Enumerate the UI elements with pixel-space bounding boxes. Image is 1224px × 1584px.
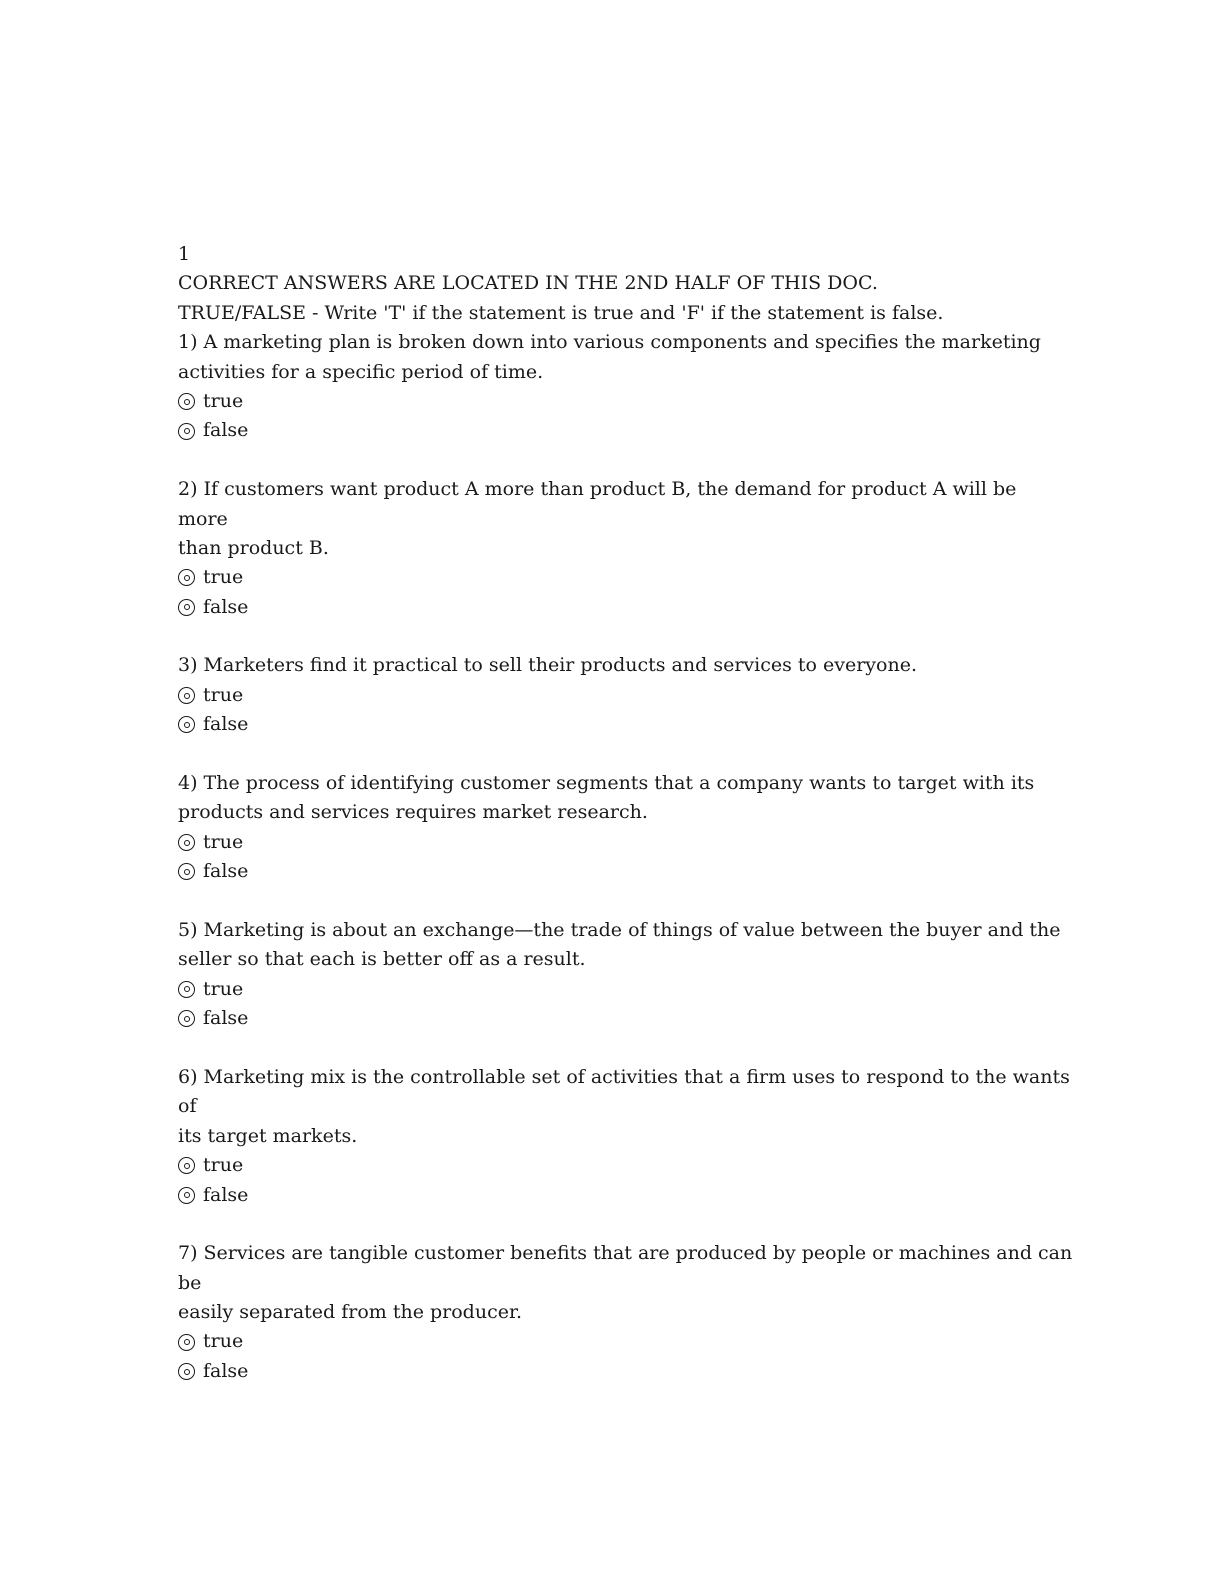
question-text-line: products and services requires market research. — [178, 801, 648, 824]
question-5 — [178, 916, 1061, 1034]
question-text-line: easily separated from the producer. — [178, 1301, 522, 1324]
question-text-line: 5) Marketing is about an exchange—the trade of things of value between the buyer and the — [178, 918, 1061, 941]
option-label: false — [203, 419, 249, 442]
instructions: TRUE/FALSE - Write 'T' if the statement is true and 'F' if the statement is false. — [178, 301, 944, 324]
answer-option[interactable] — [178, 1004, 1048, 1033]
question-text-line: than product B. — [178, 536, 329, 559]
radio-button-icon[interactable] — [178, 1363, 195, 1380]
radio-button-icon[interactable] — [178, 981, 195, 998]
radio-button-icon[interactable] — [178, 863, 195, 880]
option-label: true — [203, 1330, 244, 1353]
answer-option[interactable] — [178, 1181, 1048, 1210]
question-text-line: 2) If customers want product A more than product B, the demand for product A will be — [178, 478, 1017, 501]
answer-option[interactable] — [178, 857, 1048, 886]
question-text-line: be — [178, 1271, 202, 1294]
answer-option[interactable] — [178, 1327, 1048, 1356]
option-label: true — [203, 1154, 244, 1177]
option-label: true — [203, 683, 244, 706]
radio-button-icon[interactable] — [178, 599, 195, 616]
radio-button-icon[interactable] — [178, 1334, 195, 1351]
answers-notice: CORRECT ANSWERS ARE LOCATED IN THE 2ND HALF OF THIS DOC. — [178, 272, 878, 295]
radio-button-icon[interactable] — [178, 834, 195, 851]
option-label: true — [203, 389, 244, 412]
page-number: 1 — [178, 243, 191, 265]
option-label: false — [203, 860, 249, 883]
question-text-line: more — [178, 507, 228, 530]
answer-option[interactable] — [178, 593, 1048, 622]
option-label: false — [203, 1359, 249, 1382]
question-text-line: 1) A marketing plan is broken down into various components and specifies the marketing — [178, 331, 1041, 354]
answer-option[interactable] — [178, 828, 1048, 857]
answer-option[interactable] — [178, 416, 1048, 445]
question-text-line: of — [178, 1095, 197, 1118]
radio-button-icon[interactable] — [178, 1187, 195, 1204]
radio-button-icon[interactable] — [178, 423, 195, 440]
question-3 — [178, 651, 1048, 739]
radio-button-icon[interactable] — [178, 1010, 195, 1027]
radio-button-icon[interactable] — [178, 1157, 195, 1174]
question-text-line: 3) Marketers find it practical to sell their products and services to everyone. — [178, 654, 917, 677]
question-text-line: 6) Marketing mix is the controllable set of activities that a firm uses to respond to the wants — [178, 1065, 1070, 1088]
question-list — [178, 328, 1073, 1386]
answer-option[interactable] — [178, 387, 1048, 416]
question-7 — [178, 1239, 1073, 1386]
question-6 — [178, 1063, 1070, 1210]
question-text-line: 4) The process of identifying customer segments that a company wants to target with its — [178, 772, 1035, 795]
question-2 — [178, 475, 1048, 622]
radio-button-icon[interactable] — [178, 569, 195, 586]
option-label: true — [203, 830, 244, 853]
radio-button-icon[interactable] — [178, 716, 195, 733]
answer-option[interactable] — [178, 1357, 1048, 1386]
radio-button-icon[interactable] — [178, 687, 195, 704]
option-label: true — [203, 566, 244, 589]
option-label: false — [203, 595, 249, 618]
answer-option[interactable] — [178, 681, 1048, 710]
question-text-line: 7) Services are tangible customer benefits that are produced by people or machines and can — [178, 1242, 1073, 1265]
option-label: true — [203, 977, 244, 1000]
answer-option[interactable] — [178, 710, 1048, 739]
question-text-line: seller so that each is better off as a result. — [178, 948, 586, 971]
answer-option[interactable] — [178, 975, 1048, 1004]
option-label: false — [203, 713, 249, 736]
radio-button-icon[interactable] — [178, 393, 195, 410]
question-4 — [178, 769, 1048, 887]
question-text-line: activities for a specific period of time. — [178, 360, 544, 383]
question-text-line: its target markets. — [178, 1124, 358, 1147]
document-page — [178, 240, 1073, 1416]
option-label: false — [203, 1183, 249, 1206]
answer-option[interactable] — [178, 1151, 1048, 1180]
question-1 — [178, 328, 1048, 446]
option-label: false — [203, 1007, 249, 1030]
answer-option[interactable] — [178, 563, 1048, 592]
